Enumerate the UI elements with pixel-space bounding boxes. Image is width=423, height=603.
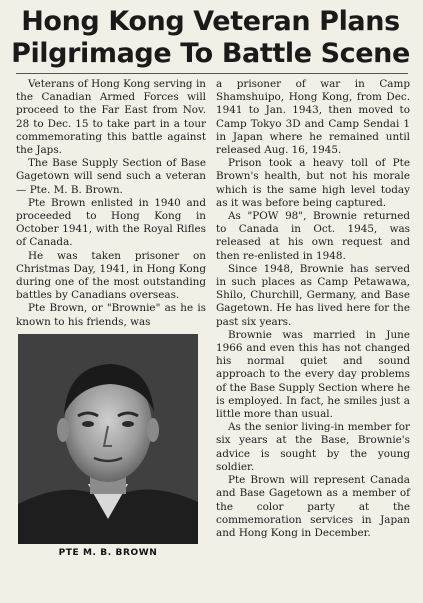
paragraph: Veterans of Hong Kong serving in the Canadian Armed Forces will proceed to the Far East from Nov. 28 to Dec. 15 to take part in a tour commemorating this battle against the Japs.: [16, 78, 206, 157]
headline-line-2: Pilgrimage To Battle Scene: [11, 38, 410, 69]
paragraph: The Base Supply Section of Base Gagetown will send such a veteran — Pte. M. B. Brown.: [16, 157, 206, 196]
portrait-photo: [18, 334, 198, 544]
portrait-image: [18, 334, 198, 544]
paragraph: a prisoner of war in Camp Shamshuipo, Hong Kong, from Dec. 1941 to Jan. 1943, then moved to Camp Tokyo 3D and Camp Sendai 1 in Japan where he remained until released Aug. 16, 1945.: [216, 78, 410, 157]
headline-rule: [16, 73, 408, 74]
paragraph: Pte Brown enlisted in 1940 and proceeded to Hong Kong in October 1941, with the Royal Rifles of Canada.: [16, 196, 206, 249]
paragraph: As "POW 98", Brownie returned to Canada in Oct. 1945, was released at his own request and then re-enlisted in 1948.: [216, 210, 410, 262]
paragraph: As the senior living-in member for six years at the Base, Brownie's advice is sought by the young soldier.: [216, 421, 410, 473]
paragraph: He was taken prisoner on Christmas Day, 1941, in Hong Kong during one of the most outstanding battles by Canadians overseas.: [16, 249, 206, 302]
paragraph: Pte Brown will represent Canada and Base Gagetown as a member of the color party at the commemoration services in Japan and Hong Kong in December.: [216, 474, 410, 539]
headline: [8, 6, 413, 70]
photo-caption: PTE M. B. BROWN: [58, 548, 158, 558]
right-column: [216, 78, 410, 540]
paragraph: Since 1948, Brownie has served in such places as Camp Petawawa, Shilo, Churchill, Germany, and Base Gagetown. He has lived here for the past six years.: [216, 262, 410, 328]
paragraph: Brownie was married in June 1966 and even this has not changed his normal quiet and sound approach to the every day problems of the Base Supply Section where he is employed. In fact, he smiles just a little more than usual.: [216, 328, 410, 421]
left-column: [16, 78, 206, 329]
paragraph: Pte Brown, or "Brownie" as he is known to his friends, was: [16, 302, 206, 328]
paragraph: Prison took a heavy toll of Pte Brown's health, but not his morale which is the same high level today as it was before being captured.: [216, 157, 410, 209]
headline-line-1: Hong Kong Veteran Plans: [21, 6, 400, 37]
